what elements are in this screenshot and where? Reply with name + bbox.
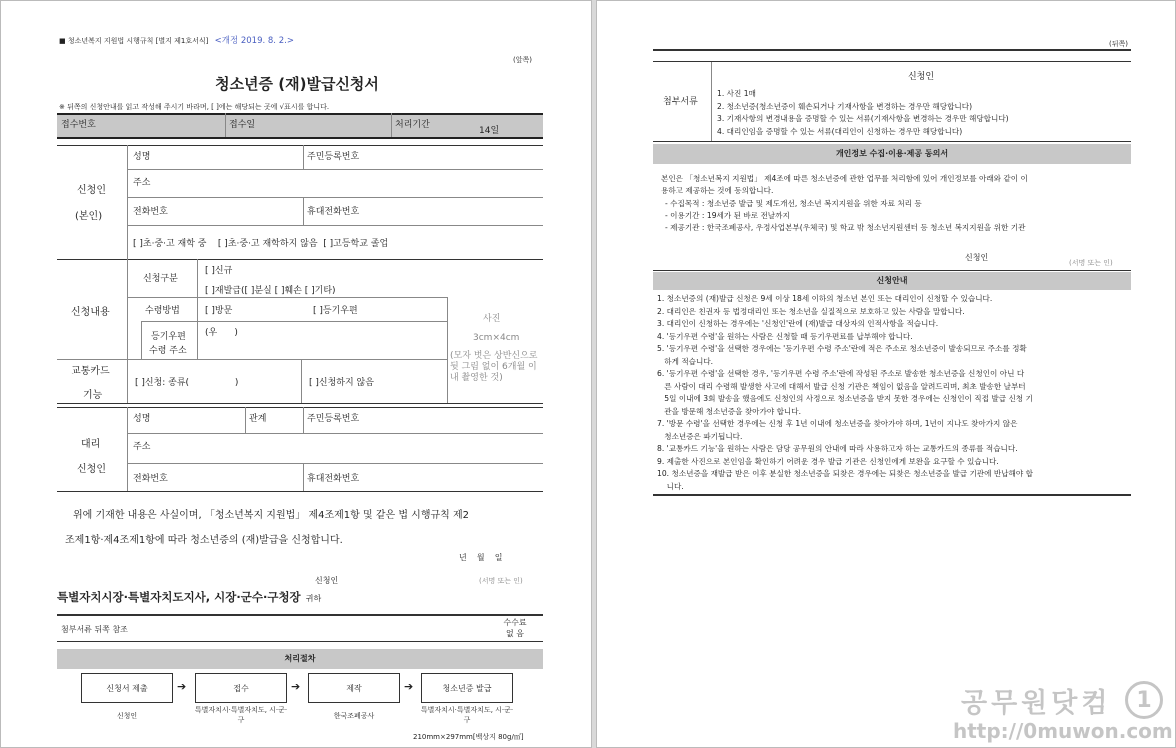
- declaration-date: 년 월 일: [459, 553, 503, 562]
- request-section-label: 신청내용: [71, 307, 110, 318]
- transit-card-label-1: 교통카드: [71, 366, 110, 377]
- applicant-address-label: 주소: [133, 178, 151, 188]
- photo-size: 3cm×4cm: [473, 333, 520, 343]
- consent-text-1: 본인은 「청소년복지 지원법」 제4조에 따른 청소년증에 관한 업무를 처리함에 있어 개인정보를 아래와 같이 이: [661, 174, 1028, 183]
- procedure-title: 처리절차: [57, 649, 543, 669]
- mail-address-label-1: 등기우편: [151, 332, 186, 342]
- guide-item: 10. 청소년증을 재발급 받은 이후 분실한 청소년증을 되찾은 경우에는 되찾은 청소년증을 발급 기관에 반납해야 합: [657, 469, 1033, 478]
- agent-relation-label: 관계: [249, 414, 267, 424]
- attachments-list: [717, 88, 1009, 138]
- photo-label: 사진: [483, 314, 501, 324]
- guide-item: 관을 방문해 청소년증을 찾아가야 합니다.: [657, 406, 802, 416]
- guide-item: 4. '등기우편 수령'을 원하는 사람은 신청할 때 등기우편료를 납부해야 합니다.: [657, 331, 913, 341]
- attachment-item: 4. 대리인임을 증명할 수 있는 서류(대리인이 신청하는 경우만 해당합니다): [717, 126, 963, 136]
- consent-title: 개인정보 수집·이용·제공 동의서: [653, 144, 1131, 164]
- receipt-number-label: 접수번호: [61, 120, 96, 130]
- consent-items: [665, 198, 1025, 234]
- photo-note: (모자 벗은 상반신으로 뒷 그림 없이 6개월 이내 촬영한 것): [450, 351, 538, 383]
- agent-address-label: 주소: [133, 442, 151, 452]
- agent-phone-label: 전화번호: [133, 474, 168, 484]
- step-arrow-3: ➔: [404, 680, 414, 693]
- back-page: [596, 0, 1176, 748]
- processing-period-value: 14일: [479, 126, 500, 136]
- type-reissue-checkbox[interactable]: [ ]재발급([ ]분실 [ ]훼손 [ ]기타): [205, 286, 336, 296]
- attachment-item: 1. 사진 1매: [717, 89, 756, 98]
- watermark-url: http://0muwon.com: [953, 719, 1173, 743]
- request-type-label: 신청구분: [143, 274, 178, 284]
- consent-sign-note: (서명 또는 인): [1069, 259, 1113, 267]
- form-title: 청소년증 (재)발급신청서: [215, 75, 379, 93]
- guide-item: 니다.: [657, 481, 684, 491]
- instruction-note: ※ 뒤쪽의 신청안내를 읽고 작성해 주시기 바라며, [ ]에는 해당되는 곳에 √표시를 합니다.: [59, 103, 330, 111]
- attachments-applicant-heading: 신청인: [907, 72, 935, 82]
- guide-item: 청소년증은 파기됩니다.: [657, 431, 743, 441]
- addressee-suffix: 귀하: [305, 594, 322, 603]
- addressee-line: [57, 586, 321, 605]
- receive-method-label: 수령방법: [145, 306, 180, 316]
- applicant-mobile-label: 휴대전화번호: [307, 207, 360, 217]
- consent-item: - 이용기간 : 19세가 된 바로 전날까지: [665, 211, 790, 220]
- agent-mobile-label: 휴대전화번호: [307, 474, 360, 484]
- guide-item: 5. '등기우편 수령'을 선택한 경우에는 '등기우편 수령 주소'란에 적은 주소로 청소년증이 발송되므로 주소를 정확: [657, 344, 1027, 353]
- law-reference: ■ 청소년복지 지원법 시행규칙 [별지 제1호서식]: [59, 37, 209, 45]
- watermark-logo-text: 공무원닷컴: [961, 688, 1112, 719]
- agent-rrn-label: 주민등록번호: [307, 414, 360, 424]
- type-new-checkbox[interactable]: [ ]신규: [205, 266, 233, 276]
- fee-value: 없 음: [506, 629, 524, 638]
- method-visit-checkbox[interactable]: [ ]방문: [205, 306, 233, 316]
- step-box-produce: 제작: [308, 673, 400, 703]
- processing-period-label: 처리기간: [395, 120, 430, 130]
- school-status-options[interactable]: [ ]초·중·고 재학 중 [ ]초·중·고 재학하지 않음 [ ]고등학교 졸업: [133, 239, 389, 249]
- applicant-name-label: 성명: [133, 152, 151, 162]
- transit-no-apply-checkbox[interactable]: [ ]신청하지 않음: [309, 378, 374, 388]
- consent-text-2: 용하고 제공하는 것에 동의합니다.: [661, 186, 774, 195]
- attachment-ref: 첨부서류 뒤쪽 참조: [61, 625, 128, 634]
- attachment-item: 2. 청소년증(청소년증이 훼손되거나 기재사항을 변경하는 경우만 해당합니다): [717, 101, 973, 111]
- guide-item: 른 사람이 대리 수령해 발생한 사고에 대해서 발급 신청 기관은 책임이 없음을 알려드리며, 최초 발송한 날부터: [657, 381, 1026, 391]
- guide-list: [657, 293, 1033, 493]
- guide-title: 신청안내: [653, 272, 1131, 290]
- guide-item: 7. '방문 수령'을 선택한 경우에는 신청 후 1년 이내에 청소년증을 찾아가야 하며, 1년이 지나도 찾아가지 않은: [657, 419, 1018, 428]
- step-actor-issue: 특별자치시·특별자치도, 시·군·구: [420, 706, 514, 724]
- mail-address-label-2: 수령 주소: [149, 346, 187, 356]
- guide-item: 8. '교통카드 기능'을 원하는 사람은 담당 공무원의 안내에 따라 사용하고자 하는 교통카드의 종류를 적습니다.: [657, 444, 1018, 453]
- fee-label: 수수료: [503, 618, 527, 627]
- declaration-line-1: 위에 기재한 내용은 사실이며, 「청소년복지 지원법」 제4조제1항 및 같은 법 시행규칙 제2: [73, 510, 470, 521]
- consent-item: - 제공기관 : 한국조폐공사, 우정사업본부(우체국) 및 학교 밖 청소년지원센터 등 청소년 복지지원을 위한 기관: [665, 223, 1026, 232]
- transit-apply-checkbox[interactable]: [ ]신청: 종류( ): [135, 378, 239, 388]
- applicant-self-label: (본인): [75, 211, 103, 222]
- addressee: 특별자치시장·특별자치도지사, 시장·군수·구청장: [57, 590, 301, 604]
- guide-item: 2. 대리인은 친권자 등 법정대리인 또는 청소년을 실질적으로 보호하고 있는 사람을 말합니다.: [657, 306, 965, 316]
- declaration-line-2: 조제1항·제4조제1항에 따라 청소년증의 (재)발급을 신청합니다.: [65, 535, 343, 546]
- consent-item: - 수집목적 : 청소년증 발급 및 제도개선, 청소년 복지지원을 위한 자료 처리 등: [665, 199, 922, 208]
- form-header: [59, 34, 294, 46]
- receipt-date-label: 접수일: [229, 120, 256, 130]
- consent-signer: 신청인: [965, 253, 989, 262]
- step-actor-submit: 신청인: [116, 712, 138, 720]
- paper-spec: 210mm×297mm[백상지 80g/㎡]: [413, 733, 524, 741]
- back-side-marker: (뒤쪽): [1109, 40, 1128, 48]
- step-actor-receive: 특별자치시·특별자치도, 시·군·구: [194, 706, 288, 724]
- guide-item: 6. '등기우편 수령'을 선택한 경우, '등기우편 수령 주소'란에 작성된 주소로 발송한 청소년증을 신청인이 아닌 다: [657, 369, 1025, 378]
- mail-zipcode-field[interactable]: (우 ): [205, 328, 238, 338]
- step-arrow-2: ➔: [291, 680, 301, 693]
- guide-item: 하게 적습니다.: [657, 356, 714, 366]
- guide-item: 1. 청소년증의 (재)발급 신청은 9세 이상 18세 이하의 청소년 본인 또는 대리인이 신청할 수 있습니다.: [657, 294, 993, 303]
- revision-date: <개정 2019. 8. 2.>: [214, 36, 294, 46]
- agent-label-1: 대리: [81, 439, 101, 450]
- step-box-receive: 접수: [195, 673, 287, 703]
- attachment-item: 3. 기재사항의 변경내용을 증명할 수 있는 서류(기재사항을 변경하는 경우만 해당합니다): [717, 114, 1009, 123]
- attachments-label: 첨부서류: [663, 97, 698, 107]
- guide-item: 5일 이내에 3회 발송을 했음에도 신청인의 사정으로 청소년증을 받지 못한 경우에는 신청인이 직접 발급 신청 기: [657, 394, 1033, 403]
- agent-name-label: 성명: [133, 414, 151, 424]
- applicant-rrn-label: 주민등록번호: [307, 152, 360, 162]
- guide-item: 9. 제출한 사진으로 본인임을 확인하기 어려운 경우 발급 기관은 신청인에게 보완을 요구할 수 있습니다.: [657, 456, 999, 466]
- step-arrow-1: ➔: [177, 680, 187, 693]
- front-side-marker: (앞쪽): [513, 56, 532, 64]
- transit-card-label-2: 기능: [83, 390, 103, 401]
- step-actor-produce: 한국조폐공사: [333, 712, 375, 720]
- watermark-logo-icon: 1: [1125, 681, 1163, 719]
- signature-note: (서명 또는 인): [479, 577, 523, 585]
- receipt-bar: [57, 113, 543, 137]
- step-box-submit: 신청서 제출: [81, 673, 173, 703]
- agent-label-2: 신청인: [77, 464, 106, 475]
- applicant-section-label: 신청인: [77, 185, 106, 196]
- step-box-issue: 청소년증 발급: [421, 673, 513, 703]
- applicant-phone-label: 전화번호: [133, 207, 168, 217]
- method-mail-checkbox[interactable]: [ ]등기우편: [313, 306, 358, 316]
- signer-label: 신청인: [315, 576, 339, 585]
- guide-item: 3. 대리인이 신청하는 경우에는 '신청인'란에 (재)발급 대상자의 인적사항을 적습니다.: [657, 319, 939, 328]
